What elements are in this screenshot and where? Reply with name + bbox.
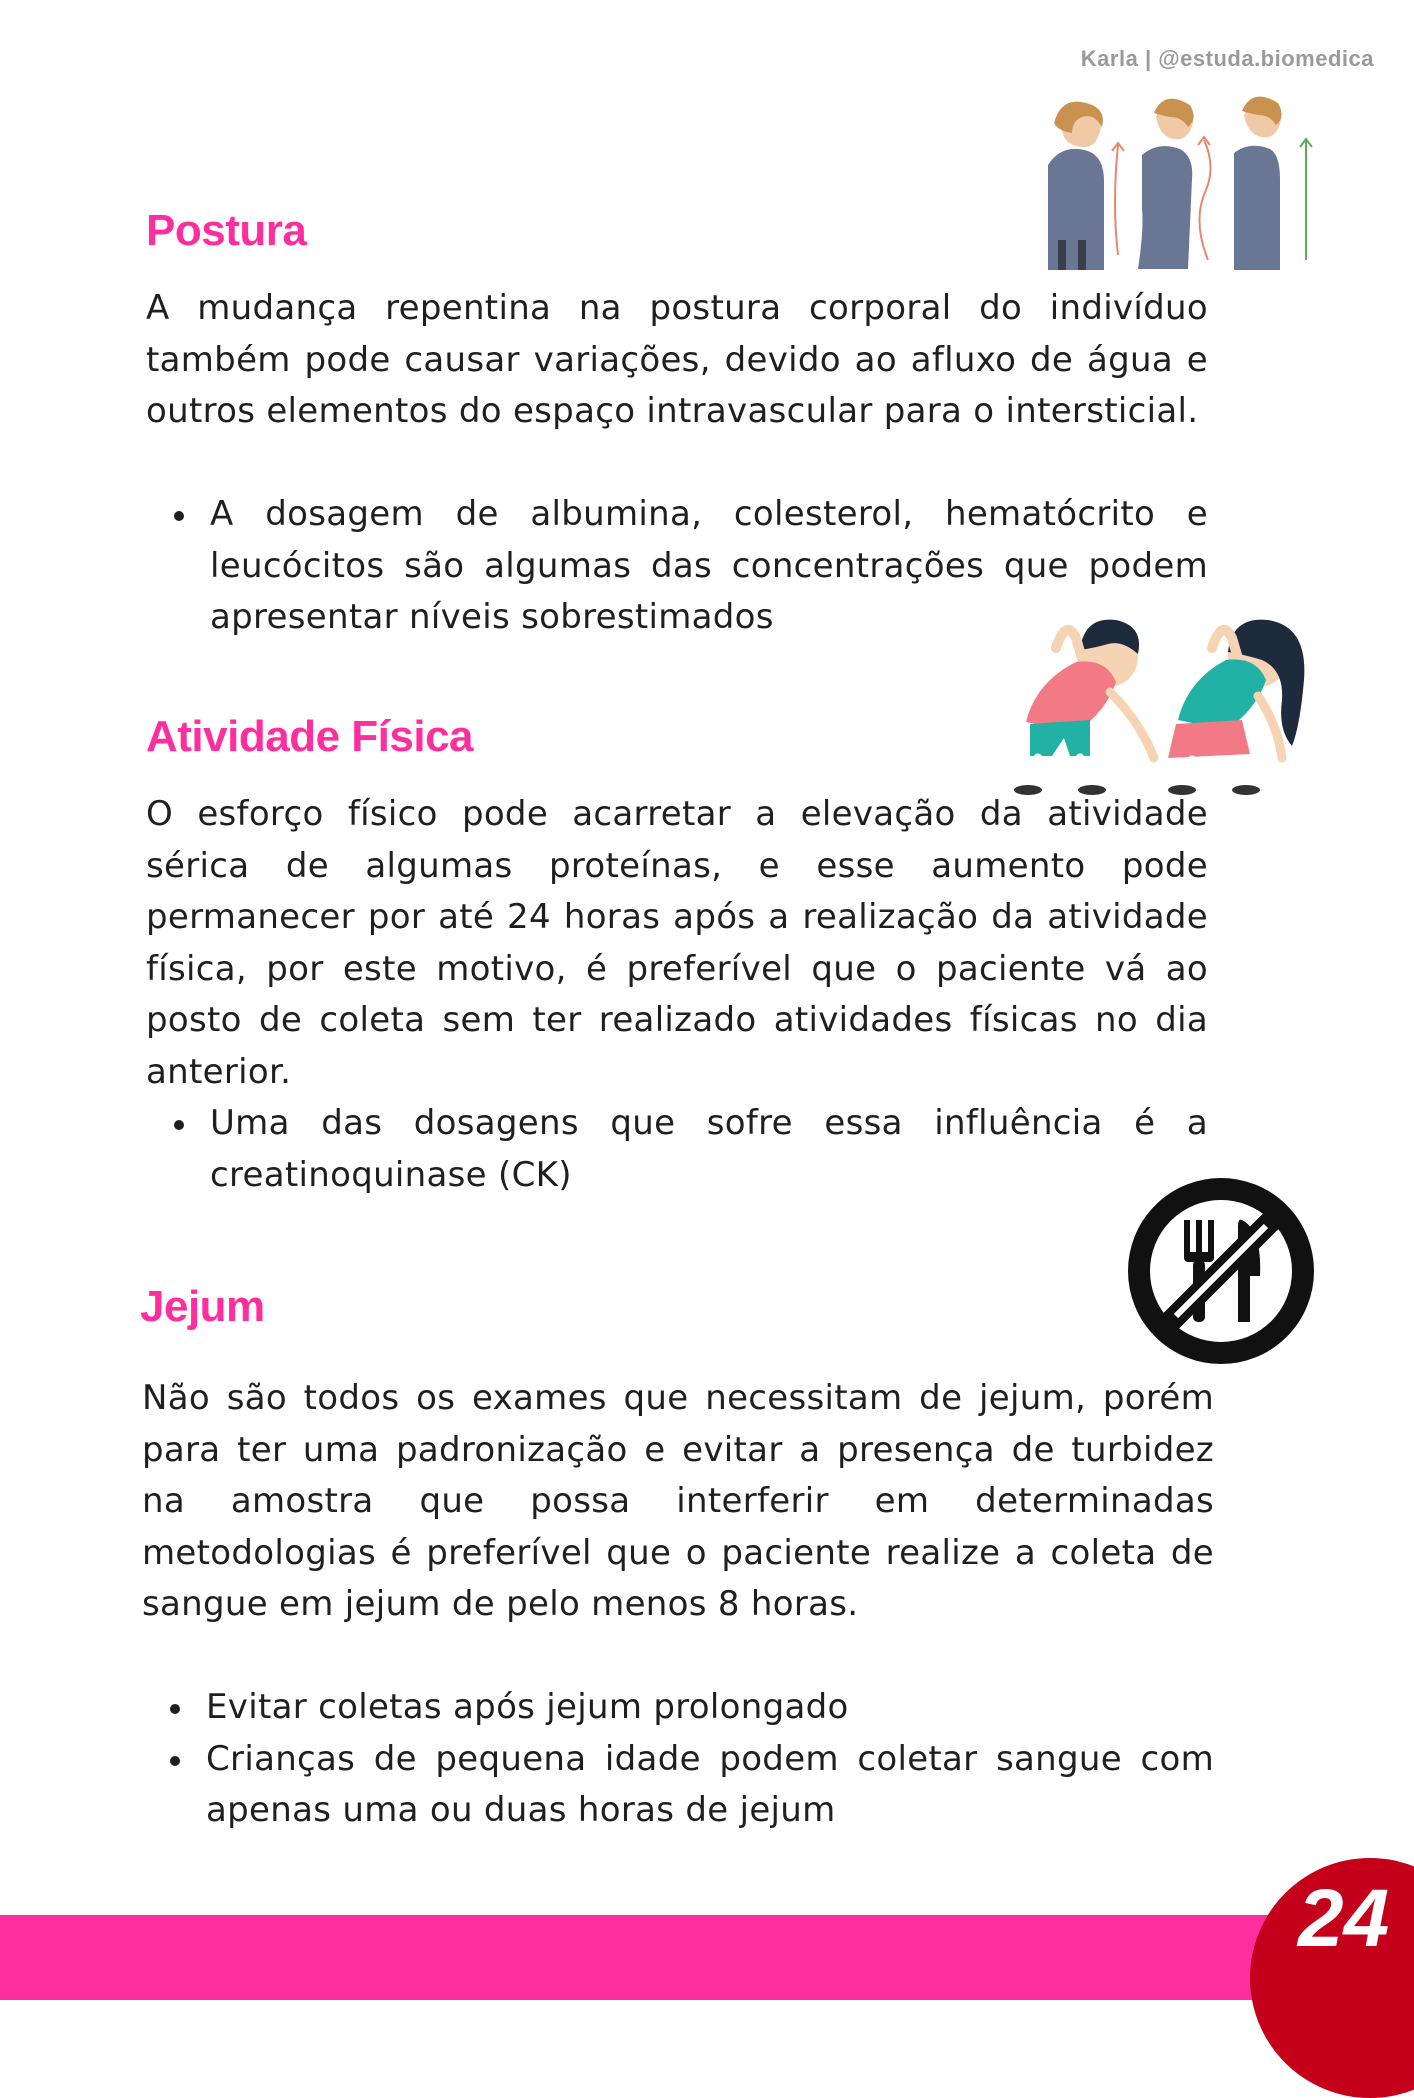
paragraph-jejum: Não são todos os exames que necessitam de jejum, porém para ter uma padronização e evitar a presença de turbidez na amostra que possa interferir em determinadas metodologias é preferível que o paciente realize a coleta de sangue em jejum de pelo menos 8 horas. bbox=[142, 1378, 1214, 1624]
children-exercising-illustration bbox=[996, 612, 1316, 797]
footer-bar bbox=[0, 1915, 1414, 2000]
paragraph-atividade-fisica: O esforço físico pode acarretar a elevação da atividade sérica de algumas proteínas, e esse aumento pode permanecer por até 24 horas após a realização da atividade física, por este motivo, é preferível que o paciente vá ao posto de coleta sem ter realizado atividades físicas no dia anterior. bbox=[146, 794, 1208, 1092]
upright-figure bbox=[1234, 97, 1312, 270]
list-item: A dosagem de albumina, colesterol, hematócrito e leucócitos são algumas das concentrações que podem apresentar níveis sobrestimados bbox=[146, 489, 1208, 644]
paragraph-postura: A mudança repentina na postura corporal do indivíduo também pode causar variações, devido ao afluxo de água e outros elementos do espaço intravascular para o intersticial. bbox=[146, 288, 1208, 431]
arched-figure bbox=[1138, 99, 1211, 269]
list-item: Crianças de pequena idade podem coletar sangue com apenas uma ou duas horas de jejum bbox=[142, 1734, 1214, 1837]
bullet-list-atividade-fisica bbox=[146, 1098, 1208, 1201]
author-credit: Karla | @estuda.biomedica bbox=[1080, 46, 1374, 71]
posture-illustration bbox=[1030, 95, 1320, 270]
section-title-atividade-fisica: Atividade Física bbox=[146, 712, 474, 761]
girl-figure bbox=[1168, 620, 1304, 795]
boy-figure bbox=[1014, 620, 1154, 795]
slouched-figure bbox=[1048, 102, 1124, 270]
section-title-postura: Postura bbox=[146, 206, 307, 255]
bullet-list-jejum bbox=[142, 1682, 1214, 1837]
section-title-jejum: Jejum bbox=[140, 1282, 265, 1331]
list-item: Uma das dosagens que sofre essa influência é a creatinoquinase (CK) bbox=[146, 1098, 1208, 1201]
no-food-icon bbox=[1126, 1176, 1316, 1366]
page-number: 24 bbox=[1298, 1873, 1390, 1964]
list-item: Evitar coletas após jejum prolongado bbox=[142, 1682, 1214, 1734]
